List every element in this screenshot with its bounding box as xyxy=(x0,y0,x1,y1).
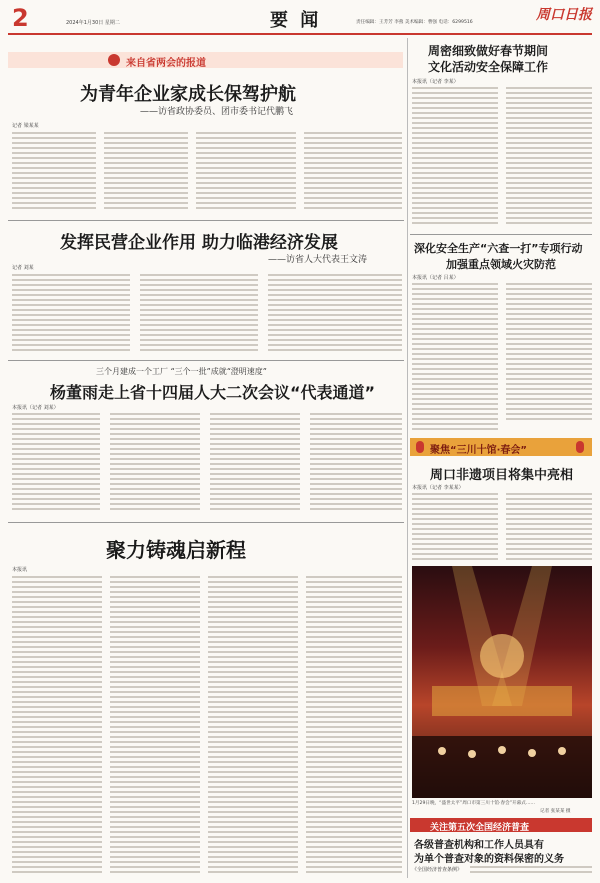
editors-line: 责任编辑：王芳芳 李燕 美术编辑：曹强 电话：6299516 xyxy=(356,20,473,25)
right2-body xyxy=(412,283,592,433)
article2-body xyxy=(12,274,402,354)
right1-title-1: 周密细致做好春节期间 xyxy=(428,44,549,58)
right4-body xyxy=(470,866,592,878)
article4-body xyxy=(12,576,402,876)
newspaper-logo: 周口日报 xyxy=(536,7,592,23)
divider-2 xyxy=(8,360,404,361)
right3-body xyxy=(412,493,592,563)
right1-byline: 本报讯（记者 李某） xyxy=(412,79,459,85)
article1-subtitle: ——访省政协委员、团市委书记代鹏飞 xyxy=(140,107,294,117)
article3-body xyxy=(12,413,402,515)
divider-1 xyxy=(8,220,404,221)
right2-byline: 本报讯（记者 吕某） xyxy=(412,275,459,281)
article2-subtitle: ——访省人大代表王文涛 xyxy=(268,255,368,265)
right4-banner xyxy=(410,818,592,832)
article2-title: 发挥民营企业作用 助力临港经济发展 xyxy=(60,233,338,253)
photo-caption: 1月29日晚，“盛世太平”周口市第三川十馆·春会”开幕式…… xyxy=(412,801,536,806)
masthead-rule xyxy=(8,33,592,35)
issue-date: 2024年1月30日 星期二 xyxy=(66,20,120,26)
banner-title: 来自省两会的报道 xyxy=(126,58,206,69)
banner-emblem-icon xyxy=(108,54,120,66)
article1-body xyxy=(12,132,402,216)
article3-byline: 本报讯（记者 刘某） xyxy=(12,405,59,411)
article3-kicker: 三个月建成一个工厂 “三个一批”成就“澄明速度” xyxy=(96,367,267,376)
right2-title-2: 加强重点领域火灾防范 xyxy=(446,258,556,271)
article2-byline: 记者 刘某 xyxy=(12,265,34,271)
article1-byline: 记者 梁某某 xyxy=(12,123,39,129)
right2-title-1: 深化安全生产“六查一打”专项行动 xyxy=(414,242,583,255)
right4-title-2: 为单个普查对象的资料保密的义务 xyxy=(414,854,564,865)
article1-title: 为青年企业家成长保驾护航 xyxy=(80,84,296,105)
section-banner xyxy=(8,52,403,68)
event-photo xyxy=(412,566,592,798)
article3-title: 杨董雨走上省十四届人大二次会议“代表通道” xyxy=(50,383,376,402)
masthead xyxy=(0,0,600,34)
page-number: 2 xyxy=(12,4,29,32)
right4-title-1: 各级普查机构和工作人员具有 xyxy=(414,840,544,851)
divider-3 xyxy=(8,522,404,523)
right4-byline: 《全国经济普查条例》 xyxy=(412,867,463,873)
photo-credit: 记者 张某某 摄 xyxy=(540,809,571,814)
right1-title-2: 文化活动安全保障工作 xyxy=(428,60,549,74)
stage-lights-illustration xyxy=(412,566,592,798)
main-column-divider xyxy=(407,38,408,878)
section-title: 要 闻 xyxy=(270,10,322,31)
article4-byline: 本报讯 xyxy=(12,567,28,573)
right3-banner xyxy=(410,438,592,456)
right3-title: 周口非遗项目将集中亮相 xyxy=(430,468,574,483)
right4-banner-text: 关注第五次全国经济普查 xyxy=(430,823,530,833)
right-divider-1 xyxy=(410,234,592,235)
right1-body xyxy=(412,87,592,229)
right3-banner-text: 聚焦“三川十馆·春会” xyxy=(430,445,527,456)
article4-title: 聚力铸魂启新程 xyxy=(106,538,246,562)
lantern-icon xyxy=(416,441,424,453)
right3-byline: 本报讯（记者 李某某） xyxy=(412,485,464,491)
lantern-icon xyxy=(576,441,584,453)
